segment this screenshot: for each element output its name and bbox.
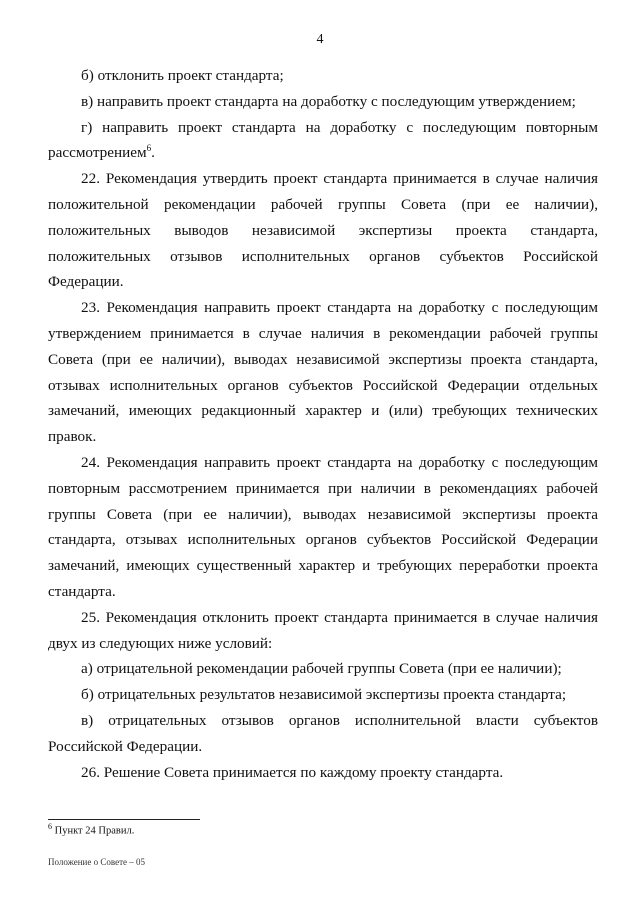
paragraph-item-b: б) отклонить проект стандарта; [81, 67, 284, 84]
paragraph-25: 25. Рекомендация отклонить проект стандарта принимается в случае наличия двух из следующих ниже условий: [48, 608, 598, 652]
paragraph-24: 24. Рекомендация направить проект стандарта на доработку с последующим повторным рассмотрением принимается при наличии в рекомендациях рабочей группы Совета (при ее наличии), выводах независимой экспертизы проекта стандарта, отзывах исполнительных органов субъектов Российской Федерации замечаний, имеющих существенный характер и требующих переработки проекта стандарта. [48, 453, 598, 600]
paragraph-item-g-tail: . [151, 144, 155, 162]
footnote-reference[interactable]: 6 [146, 143, 152, 154]
paragraph-22: 22. Рекомендация утвердить проект стандарта принимается в случае наличия положительной рекомендации рабочей группы Совета (при ее наличии), положительных выводов независимой экспертизы проекта стандарта, положительных отзывов исполнительных органов субъектов Российской Федерации. [48, 170, 598, 291]
paragraph-23: 23. Рекомендация направить проект стандарта на доработку с последующим утверждением принимается в случае наличия в рекомендации рабочей группы Совета (при ее наличии), выводах независимой экспертизы проекта стандарта, отзывах исполнительных органов субъектов Российской Федерации отдельных замечаний, имеющих редакционный характер и (или) требующих технических правок. [48, 299, 598, 446]
page-footer: Положение о Совете – 05 [48, 857, 145, 867]
paragraph-25-b: б) отрицательных результатов независимой экспертизы проекта стандарта; [81, 686, 567, 704]
paragraph-item-v: в) направить проект стандарта на доработку с последующим утверждением; [81, 92, 576, 110]
paragraph-item-g-text: г) направить проект стандарта на доработку с последующим повторным рассмотрением [48, 118, 598, 162]
paragraph-25-v: в) отрицательных отзывов органов исполнительной власти субъектов Российской Федерации. [48, 711, 598, 755]
footnote-separator [48, 819, 200, 820]
footnote [48, 822, 134, 837]
footnote-mark: 6 [48, 822, 52, 831]
paragraph-25-a: а) отрицательной рекомендации рабочей группы Совета (при ее наличии); [81, 660, 562, 678]
document-body [48, 63, 598, 785]
page-number: 4 [316, 32, 324, 47]
footnote-text: Пункт 24 Правил. [54, 825, 135, 837]
paragraph-26: 26. Решение Совета принимается по каждому проекту стандарта. [81, 763, 504, 781]
paragraph-item-g [48, 115, 598, 167]
